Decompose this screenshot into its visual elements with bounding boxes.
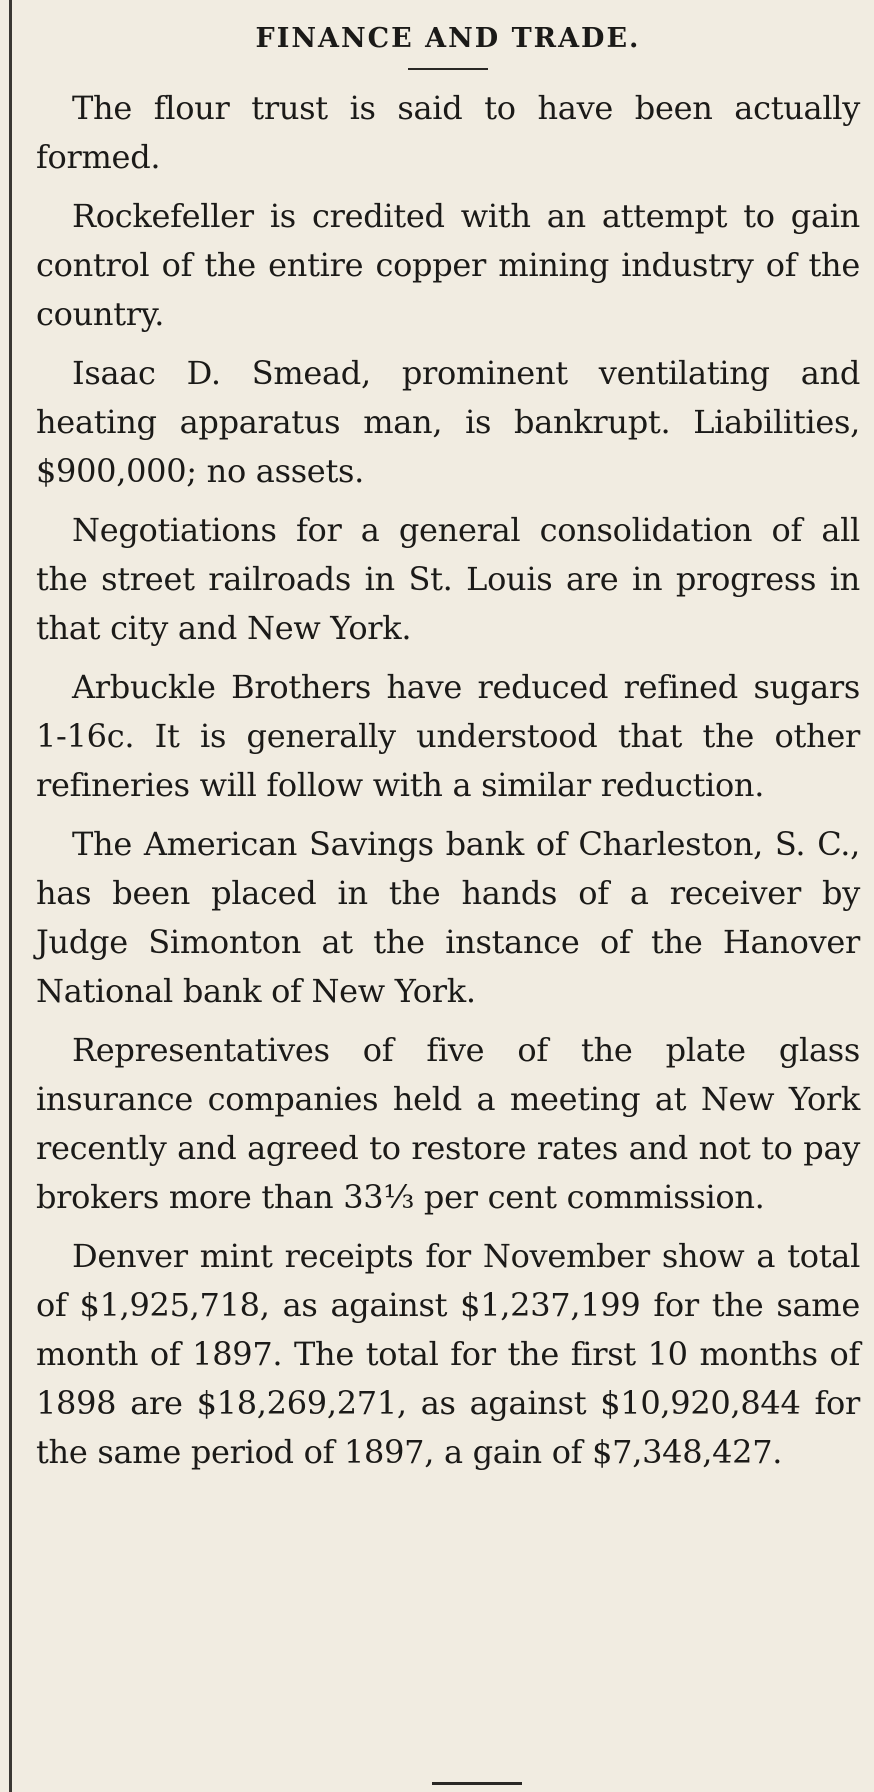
end-of-article-rule [432, 1782, 522, 1785]
headline-divider [408, 68, 488, 70]
paragraph-charleston-bank: The American Savings bank of Charleston, S. C., has been placed in the hands of a receiver by Judge Simonton at the instance of the Hanover National bank of New York. [36, 825, 860, 1010]
column-divider [9, 0, 12, 1792]
paragraph-plate-glass-insurance: Representatives of five of the plate glass insurance companies held a meeting at New York recently and agreed to restore rates and not to pay brokers more than 33⅓ per cent commission. [36, 1031, 860, 1216]
paragraph-st-louis-railroads: Negotiations for a general consolidation of all the street railroads in St. Louis are in progress in that city and New York. [36, 511, 860, 647]
article-headline: FINANCE AND TRADE. [255, 23, 641, 54]
paragraph-flour-trust: The flour trust is said to have been actually formed. [36, 89, 860, 176]
article-column [36, 14, 860, 1487]
paragraph-smead-bankrupt: Isaac D. Smead, prominent ventilating and heating apparatus man, is bankrupt. Liabilities, $900,000; no assets. [36, 354, 860, 490]
paragraph-denver-mint: Denver mint receipts for November show a total of $1,925,718, as against $1,237,199 for the same month of 1897. The total for the first 10 months of 1898 are $18,269,271, as against $10,920,844 for the same period of 1897, a gain of $7,348,427. [36, 1237, 860, 1471]
paragraph-rockefeller: Rockefeller is credited with an attempt to gain control of the entire copper mining industry of the country. [36, 197, 860, 333]
article-body [36, 84, 860, 1477]
paragraph-arbuckle-sugars: Arbuckle Brothers have reduced refined sugars 1-16c. It is generally understood that the other refineries will follow with a similar reduction. [36, 668, 860, 804]
